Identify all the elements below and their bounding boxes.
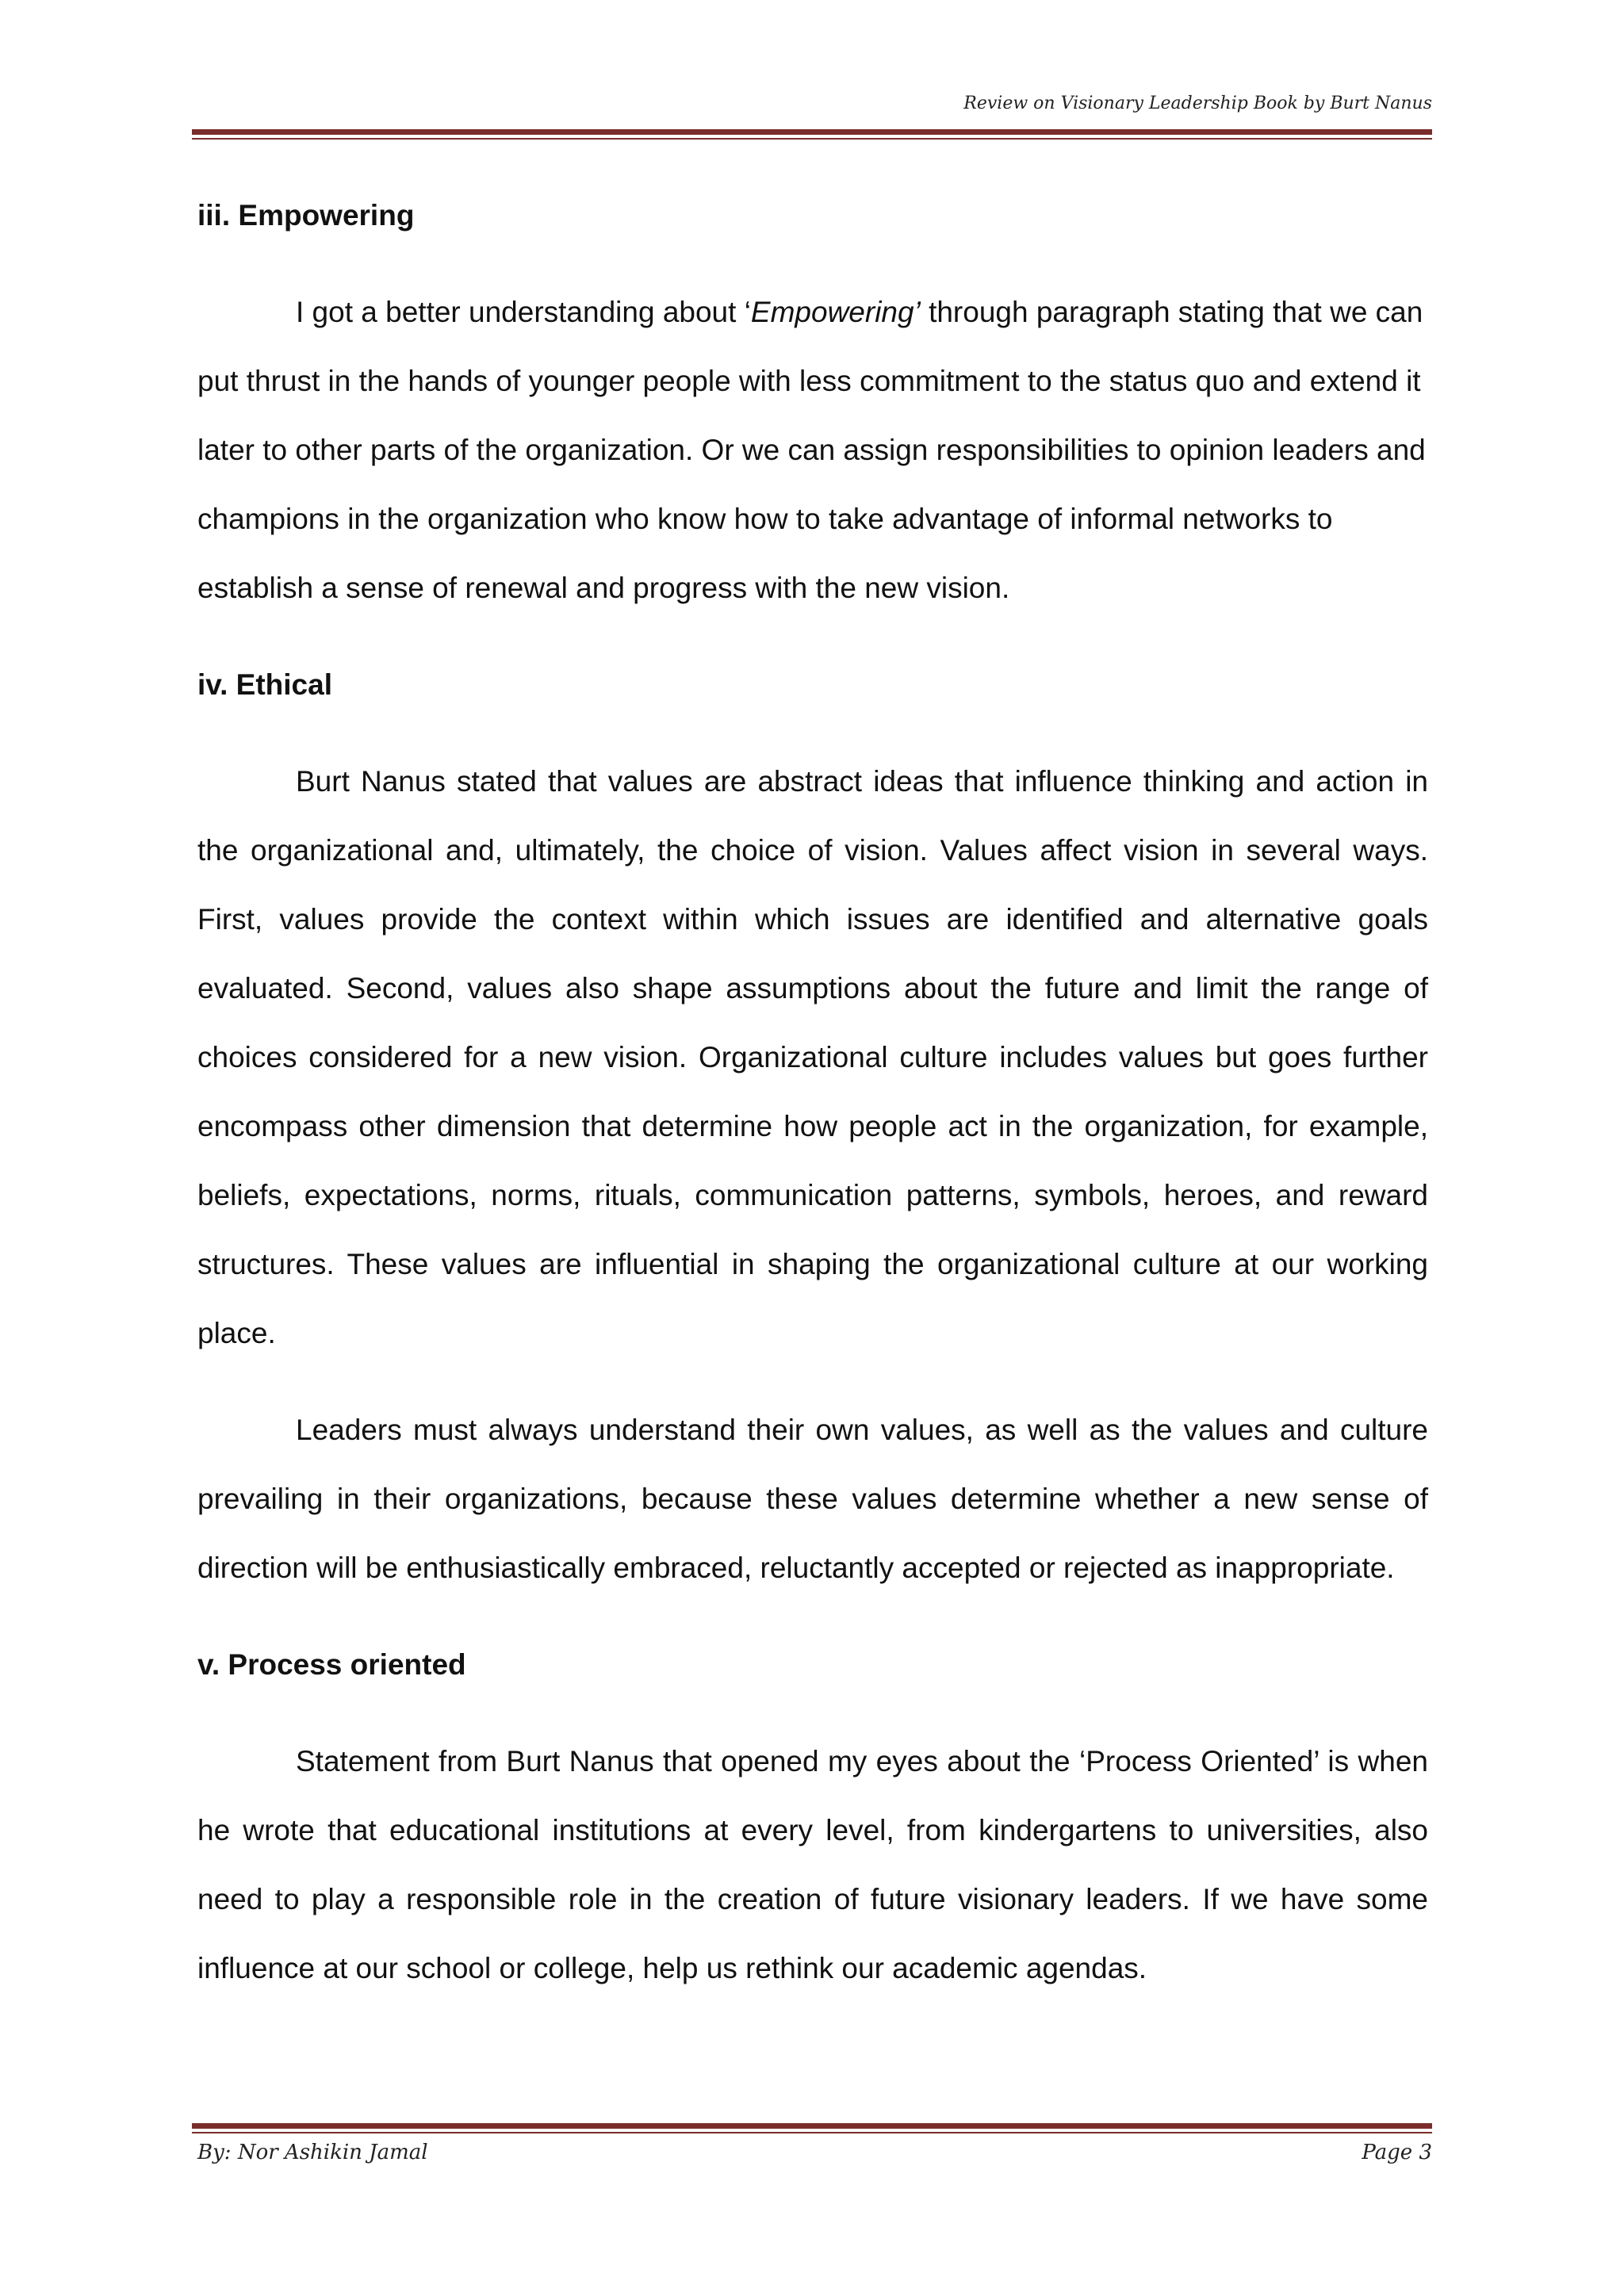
running-header-title: Review on Visionary Leadership Book by Burt Nanus	[963, 94, 1432, 113]
paragraph-process-oriented: Statement from Burt Nanus that opened my eyes about the ‘Process Oriented’ is when he wrote that educational institutions at every level, from kindergartens to universities, also need to play a responsible role in the creation of future visionary leaders. If we have some influence at our school or college, help us rethink our academic agendas.	[197, 1745, 1428, 1984]
footer-page-number: Page 3	[1362, 2141, 1432, 2164]
section-heading-process-oriented: v. Process oriented	[197, 1648, 466, 1681]
footer-author: By: Nor Ashikin Jamal	[197, 2141, 428, 2164]
header-rule-thick	[192, 129, 1432, 135]
paragraph-empowering-text-end: through paragraph stating that we can put thrust in the hands of younger people with less commitment to the status quo and extend it later to other parts of the organization. Or we can assign responsibilities to opinion leaders and champions in the organization who know how to take advantage of informal networks to establish a sense of renewal and progress with the new vision.	[197, 296, 1426, 604]
paragraph-empowering-text-start: I got a better understanding about ‘	[296, 296, 751, 328]
section-heading-empowering: iii. Empowering	[197, 199, 415, 232]
footer-rule-thick	[192, 2123, 1432, 2129]
paragraph-empowering-emphasis: Empowering’	[750, 296, 921, 328]
header-rule-thin	[192, 138, 1432, 140]
paragraph-ethical-leaders: Leaders must always understand their own values, as well as the values and culture prevailing in their organizations, because these values determine whether a new sense of direction will be enthusiastically embraced, reluctantly accepted or rejected as inappropriate.	[197, 1414, 1428, 1584]
document-body	[197, 181, 1428, 2030]
section-heading-ethical: iv. Ethical	[197, 668, 332, 701]
paragraph-empowering	[197, 277, 1428, 622]
paragraph-ethical-values: Burt Nanus stated that values are abstract ideas that influence thinking and action in the organizational and, ultimately, the choice of vision. Values affect vision in several ways. First, values provide the context within which issues are identified and alternative goals evaluated. Second, values also shape assumptions about the future and limit the range of choices considered for a new vision. Organizational culture includes values but goes further encompass other dimension that determine how people act in the organization, for example, beliefs, expectations, norms, rituals, communication patterns, symbols, heroes, and reward structures. These values are influential in shaping the organizational culture at our working place.	[197, 765, 1428, 1349]
footer-rule-thin	[192, 2132, 1432, 2133]
